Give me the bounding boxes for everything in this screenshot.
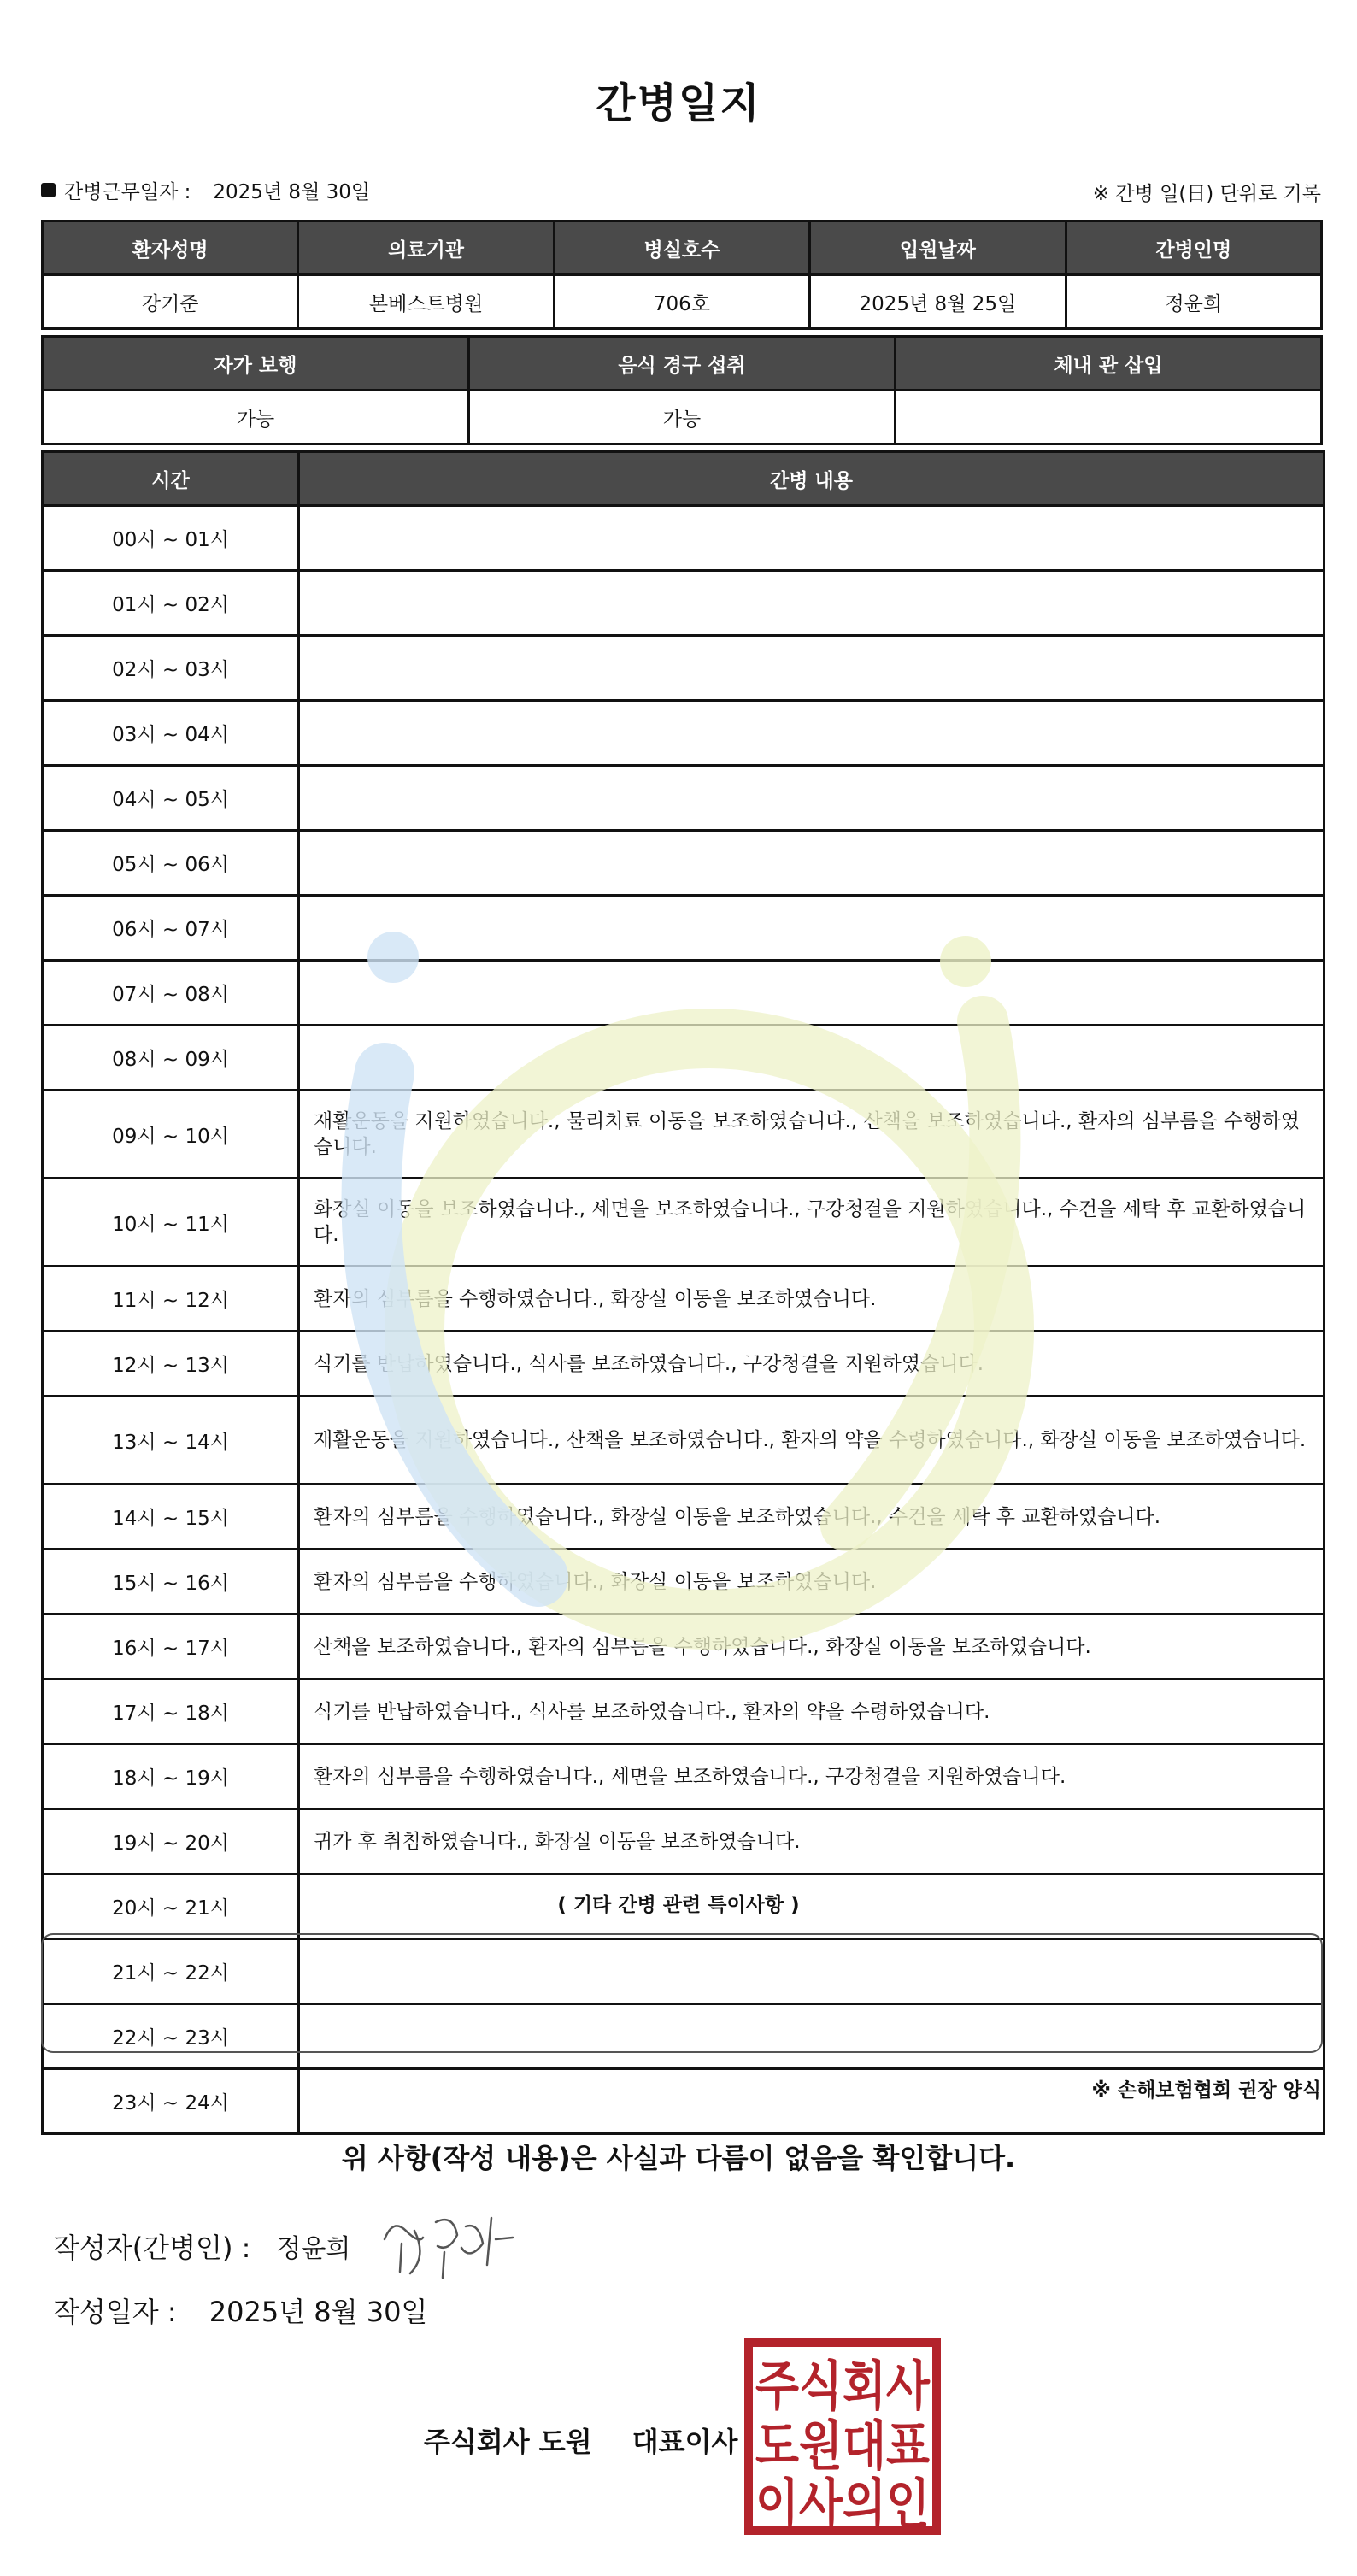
unit-note: ※ 간병 일(日) 단위로 기록 bbox=[1092, 183, 1321, 205]
time-slot: 09시 ~ 10시 bbox=[43, 1091, 299, 1179]
special-notes-box[interactable] bbox=[41, 1933, 1323, 2053]
care-content-cell[interactable] bbox=[299, 571, 1325, 636]
time-slot: 23시 ~ 24시 bbox=[43, 2069, 299, 2134]
table-row bbox=[43, 1744, 1325, 1809]
room-number: 706호 bbox=[554, 275, 809, 329]
caregiver-name: 정윤희 bbox=[1066, 275, 1321, 329]
writer-line bbox=[53, 2226, 350, 2266]
time-slot: 13시 ~ 14시 bbox=[43, 1397, 299, 1485]
table-row bbox=[43, 571, 1325, 636]
table-row bbox=[43, 1679, 1325, 1744]
header-admission-date: 입원날짜 bbox=[810, 221, 1066, 275]
care-content-cell[interactable]: 환자의 심부름을 수행하였습니다., 화장실 이동을 보조하였습니다. bbox=[299, 1267, 1325, 1332]
oral-intake-value: 가능 bbox=[469, 391, 896, 444]
confirmation-statement: 위 사항(작성 내용)은 사실과 다름이 없음을 확인합니다. bbox=[341, 2142, 1016, 2174]
care-content-cell[interactable]: 재활운동을 지원하였습니다., 물리치료 이동을 보조하였습니다., 산책을 보조하였습니다., 환자의 심부름을 수행하였습니다. bbox=[299, 1091, 1325, 1179]
self-walking-value: 가능 bbox=[43, 391, 469, 444]
care-content-cell[interactable]: 재활운동을 지원하였습니다., 산책을 보조하였습니다., 환자의 약을 수령하였습니다., 화장실 이동을 보조하였습니다. bbox=[299, 1397, 1325, 1485]
time-slot: 21시 ~ 22시 bbox=[43, 1939, 299, 2004]
time-slot: 10시 ~ 11시 bbox=[43, 1179, 299, 1267]
handwritten-signature bbox=[376, 2205, 521, 2282]
table-header-row bbox=[43, 221, 1322, 275]
time-slot: 08시 ~ 09시 bbox=[43, 1026, 299, 1091]
header-hospital: 의료기관 bbox=[298, 221, 554, 275]
care-content-cell[interactable]: 환자의 심부름을 수행하였습니다., 화장실 이동을 보조하였습니다., 수건을 세탁 후 교환하였습니다. bbox=[299, 1485, 1325, 1550]
time-slot: 07시 ~ 08시 bbox=[43, 961, 299, 1026]
table-row bbox=[43, 1397, 1325, 1485]
table-row bbox=[43, 1614, 1325, 1679]
representative-title: 대표이사 bbox=[632, 2426, 738, 2458]
time-slot: 05시 ~ 06시 bbox=[43, 831, 299, 896]
care-content-cell[interactable]: 귀가 후 취침하였습니다., 화장실 이동을 보조하였습니다. bbox=[299, 1809, 1325, 1874]
care-content-cell[interactable] bbox=[299, 1026, 1325, 1091]
seal-text-line-1: 주식회사 bbox=[755, 2355, 931, 2417]
time-slot: 15시 ~ 16시 bbox=[43, 1550, 299, 1614]
seal-text-line-3: 이사의인 bbox=[755, 2473, 930, 2535]
table-row bbox=[43, 766, 1325, 831]
time-slot: 04시 ~ 05시 bbox=[43, 766, 299, 831]
header-oral-intake: 음식 경구 섭취 bbox=[469, 337, 896, 391]
company-name: 주식회사 도원 bbox=[424, 2426, 592, 2458]
table-row bbox=[43, 506, 1325, 571]
patient-name: 강기준 bbox=[43, 275, 298, 329]
care-content-cell[interactable]: 환자의 심부름을 수행하였습니다., 세면을 보조하였습니다., 구강청결을 지원하였습니다. bbox=[299, 1744, 1325, 1809]
table-row bbox=[43, 1026, 1325, 1091]
time-slot: 00시 ~ 01시 bbox=[43, 506, 299, 571]
care-content-cell[interactable] bbox=[299, 766, 1325, 831]
notes-title: ( 기타 간병 관련 특이사항 ) bbox=[557, 1894, 800, 1916]
table-row bbox=[43, 391, 1322, 444]
care-content-cell[interactable] bbox=[299, 636, 1325, 701]
time-slot: 20시 ~ 21시 bbox=[43, 1874, 299, 1939]
association-note: ※ 손해보험협회 권장 양식 bbox=[1091, 2079, 1321, 2102]
header-caregiver: 간병인명 bbox=[1066, 221, 1321, 275]
header-patient-name: 환자성명 bbox=[43, 221, 298, 275]
care-content-cell[interactable]: 화장실 이동을 보조하였습니다., 세면을 보조하였습니다., 구강청결을 지원하였습니다., 수건을 세탁 후 교환하였습니다. bbox=[299, 1179, 1325, 1267]
care-content-cell[interactable]: 산책을 보조하였습니다., 환자의 심부름을 수행하였습니다., 화장실 이동을 보조하였습니다. bbox=[299, 1614, 1325, 1679]
care-content-cell[interactable] bbox=[299, 896, 1325, 961]
date-value: 2025년 8월 30일 bbox=[209, 2296, 428, 2328]
table-row bbox=[43, 961, 1325, 1026]
work-date-label: 간병근무일자 : bbox=[64, 181, 191, 203]
tube-insertion-value bbox=[896, 391, 1322, 444]
care-content-cell[interactable] bbox=[299, 961, 1325, 1026]
time-slot: 19시 ~ 20시 bbox=[43, 1809, 299, 1874]
time-slot: 22시 ~ 23시 bbox=[43, 2004, 299, 2069]
table-row bbox=[43, 896, 1325, 961]
header-self-walking: 자가 보행 bbox=[43, 337, 469, 391]
table-row bbox=[43, 701, 1325, 766]
company-seal bbox=[743, 2338, 942, 2536]
seal-text-line-2: 도원대표 bbox=[755, 2414, 931, 2477]
table-row bbox=[43, 1091, 1325, 1179]
bullet-square-icon bbox=[41, 183, 56, 197]
document-title: 간병일지 bbox=[596, 79, 761, 127]
time-slot: 02시 ~ 03시 bbox=[43, 636, 299, 701]
care-content-cell[interactable]: 환자의 심부름을 수행하였습니다., 화장실 이동을 보조하였습니다. bbox=[299, 1550, 1325, 1614]
time-slot: 18시 ~ 19시 bbox=[43, 1744, 299, 1809]
table-row bbox=[43, 1179, 1325, 1267]
table-row bbox=[43, 275, 1322, 329]
patient-status-table bbox=[41, 335, 1323, 445]
work-date-value: 2025년 8월 30일 bbox=[213, 181, 371, 203]
header-room: 병실호수 bbox=[554, 221, 809, 275]
care-content-cell[interactable] bbox=[299, 506, 1325, 571]
header-tube-insertion: 체내 관 삽입 bbox=[896, 337, 1322, 391]
table-header-row bbox=[43, 452, 1325, 506]
time-slot: 11시 ~ 12시 bbox=[43, 1267, 299, 1332]
time-slot: 12시 ~ 13시 bbox=[43, 1332, 299, 1397]
work-date bbox=[41, 176, 370, 204]
care-log-table bbox=[41, 450, 1325, 2135]
table-row bbox=[43, 1267, 1325, 1332]
time-slot: 01시 ~ 02시 bbox=[43, 571, 299, 636]
care-content-cell[interactable] bbox=[299, 701, 1325, 766]
table-row bbox=[43, 1485, 1325, 1550]
time-slot: 14시 ~ 15시 bbox=[43, 1485, 299, 1550]
writer-name: 정윤희 bbox=[276, 2234, 351, 2264]
table-header-row bbox=[43, 337, 1322, 391]
care-content-cell[interactable]: 식기를 반납하였습니다., 식사를 보조하였습니다., 환자의 약을 수령하였습니다. bbox=[299, 1679, 1325, 1744]
table-row bbox=[43, 831, 1325, 896]
header-care-content: 간병 내용 bbox=[299, 452, 1325, 506]
patient-info-table bbox=[41, 220, 1323, 330]
care-content-cell[interactable] bbox=[299, 831, 1325, 896]
writer-label: 작성자(간병인) : bbox=[53, 2232, 251, 2264]
hospital-name: 본베스트병원 bbox=[298, 275, 554, 329]
time-slot: 06시 ~ 07시 bbox=[43, 896, 299, 961]
admission-date: 2025년 8월 25일 bbox=[810, 275, 1066, 329]
time-slot: 16시 ~ 17시 bbox=[43, 1614, 299, 1679]
table-row bbox=[43, 1332, 1325, 1397]
table-row bbox=[43, 1809, 1325, 1874]
written-date-line bbox=[53, 2291, 427, 2330]
header-time: 시간 bbox=[43, 452, 299, 506]
table-row bbox=[43, 636, 1325, 701]
table-row bbox=[43, 1550, 1325, 1614]
time-slot: 03시 ~ 04시 bbox=[43, 701, 299, 766]
care-content-cell[interactable]: 식기를 반납하였습니다., 식사를 보조하였습니다., 구강청결을 지원하였습니다. bbox=[299, 1332, 1325, 1397]
date-label: 작성일자 : bbox=[53, 2296, 177, 2328]
time-slot: 17시 ~ 18시 bbox=[43, 1679, 299, 1744]
company-line bbox=[424, 2420, 737, 2460]
